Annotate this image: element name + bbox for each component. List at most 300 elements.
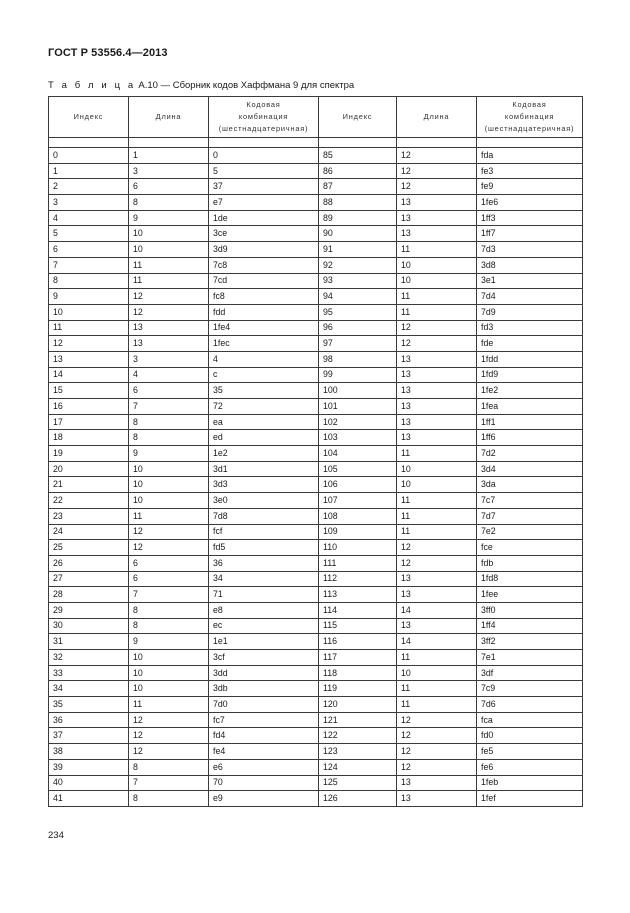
table-caption-id: А.10 [138,80,158,91]
table-cell: 1 [49,163,129,179]
table-cell: 13 [397,414,477,430]
table-cell: 20 [49,461,129,477]
table-cell: 1fe6 [477,195,583,211]
table-cell: 41 [49,791,129,807]
table-cell: 7 [129,399,209,415]
table-cell: 10 [129,681,209,697]
table-cell: 12 [397,336,477,352]
table-cell: 10 [397,273,477,289]
table-cell: 109 [319,524,397,540]
table-cell: 5 [209,163,319,179]
table-row [49,744,583,760]
table-cell: 104 [319,446,397,462]
table-cell: 9 [129,446,209,462]
table-cell: 6 [49,242,129,258]
table-cell: 102 [319,414,397,430]
table-cell: e7 [209,195,319,211]
table-cell: 40 [49,775,129,791]
table-caption-text: — Сборник кодов Хаффмана 9 для спектра [160,80,355,91]
table-cell: 1e2 [209,446,319,462]
table-cell: 11 [397,697,477,713]
table-cell: 4 [129,367,209,383]
table-row [49,273,583,289]
table-cell: fde [477,336,583,352]
table-cell: 13 [49,351,129,367]
table-cell: 123 [319,744,397,760]
table-cell: fd5 [209,540,319,556]
table-cell: 117 [319,650,397,666]
table-cell: 98 [319,351,397,367]
table-row [49,461,583,477]
table-row [49,697,583,713]
table-row [49,759,583,775]
table-cell: 12 [129,289,209,305]
table-cell: fe4 [209,744,319,760]
table-cell: 7d6 [477,697,583,713]
table-cell: 11 [397,681,477,697]
huffman-codebook-table [48,96,583,807]
table-cell: fe9 [477,179,583,195]
column-header: Индекс [319,97,397,138]
table-cell: fe5 [477,744,583,760]
table-cell: 31 [49,634,129,650]
table-cell: 93 [319,273,397,289]
table-row [49,257,583,273]
table-cell: 13 [129,320,209,336]
table-cell: 12 [397,179,477,195]
table-cell: 88 [319,195,397,211]
table-cell: 8 [129,195,209,211]
table-row [49,540,583,556]
column-header: Кодовая комбинация (шестнадцатеричная) [477,97,583,138]
table-row [49,367,583,383]
table-body [49,138,583,807]
table-cell: fe3 [477,163,583,179]
table-cell: 19 [49,446,129,462]
table-cell: 10 [129,226,209,242]
table-cell: 119 [319,681,397,697]
table-cell: 25 [49,540,129,556]
table-cell: 125 [319,775,397,791]
table-cell: 13 [397,618,477,634]
column-header: Длина [129,97,209,138]
table-cell: e9 [209,791,319,807]
table-cell: 13 [129,336,209,352]
table-header-row [49,97,583,138]
table-cell: fce [477,540,583,556]
table-row [49,524,583,540]
table-cell: 10 [49,304,129,320]
table-cell: 13 [397,587,477,603]
table-cell: 10 [397,461,477,477]
table-cell: 1fdd [477,351,583,367]
table-cell: 11 [397,242,477,258]
table-cell: 1ff7 [477,226,583,242]
table-cell: 12 [129,744,209,760]
table-row [49,555,583,571]
table-row [49,618,583,634]
column-header: Длина [397,97,477,138]
table-cell: 11 [129,697,209,713]
table-cell: 7 [49,257,129,273]
table-row [49,336,583,352]
table-cell: 3da [477,477,583,493]
table-cell: 8 [49,273,129,289]
table-cell: 8 [129,618,209,634]
table-cell: 7d8 [209,508,319,524]
table-cell: 13 [397,571,477,587]
table-cell: 1fef [477,791,583,807]
table-cell: 11 [397,289,477,305]
table-row [49,320,583,336]
table-cell: 11 [129,257,209,273]
table-row [49,148,583,164]
table-cell: 99 [319,367,397,383]
table-cell: 101 [319,399,397,415]
table-cell: 7e2 [477,524,583,540]
table-cell: 89 [319,210,397,226]
table-caption [48,80,354,91]
column-header: Индекс [49,97,129,138]
table-cell: 12 [397,320,477,336]
table-cell: 12 [397,728,477,744]
table-cell: 13 [397,351,477,367]
table-cell: 3d9 [209,242,319,258]
table-cell: 107 [319,493,397,509]
table-cell: 110 [319,540,397,556]
table-cell: 10 [129,650,209,666]
table-cell: 3ff0 [477,602,583,618]
table-cell: 105 [319,461,397,477]
table-cell: 92 [319,257,397,273]
table-cell: 114 [319,602,397,618]
table-cell: fda [477,148,583,164]
table-cell: 10 [129,493,209,509]
table-cell: 7d2 [477,446,583,462]
table-cell: fdd [209,304,319,320]
table-cell: 33 [49,665,129,681]
table-cell: 6 [129,555,209,571]
table-cell: fca [477,712,583,728]
table-cell: 13 [397,430,477,446]
table-cell: 124 [319,759,397,775]
table-cell: 126 [319,791,397,807]
table-cell: 1fe4 [209,320,319,336]
table-cell: 39 [49,759,129,775]
table-cell: 11 [129,508,209,524]
table-row [49,477,583,493]
table-cell: 94 [319,289,397,305]
column-header: Кодовая комбинация (шестнадцатеричная) [209,97,319,138]
table-row [49,665,583,681]
table-cell: fe6 [477,759,583,775]
table-row [49,446,583,462]
table-cell: 1ff3 [477,210,583,226]
table-cell: 12 [397,744,477,760]
table-row [49,650,583,666]
table-cell: 13 [397,399,477,415]
table-cell: 12 [129,304,209,320]
table-cell: 7e1 [477,650,583,666]
table-cell: 7 [129,587,209,603]
table-cell: 12 [129,712,209,728]
table-cell: 1de [209,210,319,226]
table-row [49,383,583,399]
table-row [49,289,583,305]
table-cell: 1e1 [209,634,319,650]
table-row [49,304,583,320]
table-row [49,226,583,242]
table-cell: 7d0 [209,697,319,713]
table-cell: 103 [319,430,397,446]
table-cell: 1fea [477,399,583,415]
table-cell: 11 [129,273,209,289]
table-cell: 36 [49,712,129,728]
table-row [49,728,583,744]
table-cell: fcf [209,524,319,540]
table-cell: 87 [319,179,397,195]
table-cell: fd3 [477,320,583,336]
table-caption-label: Т а б л и ц а [48,80,136,91]
table-cell: 115 [319,618,397,634]
table-cell: 7d7 [477,508,583,524]
table-cell: e6 [209,759,319,775]
table-row [49,430,583,446]
table-cell: 3ce [209,226,319,242]
table-cell: 14 [49,367,129,383]
table-cell: 7 [129,775,209,791]
table-cell: 12 [129,540,209,556]
table-cell: 12 [397,148,477,164]
table-cell: 12 [397,163,477,179]
table-cell: 13 [397,226,477,242]
table-row [49,414,583,430]
table-cell: 118 [319,665,397,681]
table-row [49,712,583,728]
table-cell: 37 [209,179,319,195]
table-cell: 3d1 [209,461,319,477]
table-cell: 34 [209,571,319,587]
table-cell: 7d3 [477,242,583,258]
table-cell: 3df [477,665,583,681]
table-cell: 15 [49,383,129,399]
table-cell: 3ff2 [477,634,583,650]
table-cell: 12 [129,524,209,540]
table-cell: 3d4 [477,461,583,477]
table-cell: 27 [49,571,129,587]
table-cell: 108 [319,508,397,524]
table-cell: 7d9 [477,304,583,320]
table-cell: 122 [319,728,397,744]
table-cell: 0 [49,148,129,164]
table-cell: 23 [49,508,129,524]
table-cell: 1ff4 [477,618,583,634]
table-cell: 1ff6 [477,430,583,446]
table-cell: 28 [49,587,129,603]
table-cell: e8 [209,602,319,618]
table-cell: 32 [49,650,129,666]
table-cell: 4 [209,351,319,367]
table-cell: 0 [209,148,319,164]
table-cell: 13 [397,791,477,807]
table-row [49,681,583,697]
table-cell: 26 [49,555,129,571]
table-cell: 13 [397,775,477,791]
table-cell: 10 [129,477,209,493]
table-cell: 11 [397,524,477,540]
table-cell: 72 [209,399,319,415]
table-cell: 90 [319,226,397,242]
table-cell: 1fe2 [477,383,583,399]
table-cell: 1 [129,148,209,164]
table-cell: 85 [319,148,397,164]
table-cell: 7c8 [209,257,319,273]
table-cell: 11 [397,508,477,524]
table-cell: 7c9 [477,681,583,697]
table-row [49,399,583,415]
table-row [49,351,583,367]
table-row [49,634,583,650]
table-cell: ed [209,430,319,446]
table-cell: 10 [129,665,209,681]
table-cell: 29 [49,602,129,618]
table-row [49,571,583,587]
table-cell: 1fee [477,587,583,603]
table-cell: 111 [319,555,397,571]
table-cell: 13 [397,210,477,226]
table-cell: 3e1 [477,273,583,289]
table-cell: 10 [397,477,477,493]
table-cell: 3 [129,351,209,367]
table-cell: ea [209,414,319,430]
table-cell: 113 [319,587,397,603]
table-cell: c [209,367,319,383]
table-cell: 86 [319,163,397,179]
table-cell: 36 [209,555,319,571]
table-cell: 1feb [477,775,583,791]
table-cell: 9 [129,210,209,226]
table-cell: 34 [49,681,129,697]
table-row [49,179,583,195]
table-cell: 1fec [209,336,319,352]
table-cell: 2 [49,179,129,195]
table-row [49,791,583,807]
table-row [49,242,583,258]
table-cell: 8 [129,414,209,430]
table-cell: 10 [129,461,209,477]
table-cell: 106 [319,477,397,493]
table-cell: 24 [49,524,129,540]
table-row [49,210,583,226]
table-cell: 16 [49,399,129,415]
table-cell: 3 [49,195,129,211]
table-cell: 13 [397,383,477,399]
table-cell: 9 [49,289,129,305]
table-cell: 10 [129,242,209,258]
table-cell: 22 [49,493,129,509]
table-cell: 3 [129,163,209,179]
table-cell: 1fd8 [477,571,583,587]
table-cell: 6 [129,383,209,399]
table-cell: 12 [397,555,477,571]
table-cell: 35 [209,383,319,399]
table-cell: 14 [397,634,477,650]
page-number: 234 [48,830,64,841]
table-cell: 121 [319,712,397,728]
table-cell: 8 [129,791,209,807]
table-cell: 7cd [209,273,319,289]
table-cell: 13 [397,195,477,211]
table-cell: 6 [129,179,209,195]
table-cell: 3d3 [209,477,319,493]
table-cell: 7d4 [477,289,583,305]
table-cell: 7c7 [477,493,583,509]
table-spacer-row [49,138,583,148]
table-cell: fc8 [209,289,319,305]
table-cell: 9 [129,634,209,650]
table-row [49,775,583,791]
table-cell: 10 [397,665,477,681]
table-cell: 71 [209,587,319,603]
table-cell: fc7 [209,712,319,728]
table-cell: 8 [129,430,209,446]
table-cell: 37 [49,728,129,744]
table-cell: 11 [397,650,477,666]
table-cell: 12 [49,336,129,352]
table-cell: 8 [129,602,209,618]
table-row [49,587,583,603]
table-cell: 8 [129,759,209,775]
table-cell: 18 [49,430,129,446]
table-cell: 100 [319,383,397,399]
table-cell: 1ff1 [477,414,583,430]
table-cell: 11 [397,446,477,462]
table-cell: 116 [319,634,397,650]
table-cell: 112 [319,571,397,587]
table-cell: ec [209,618,319,634]
table-cell: 11 [397,493,477,509]
table-cell: 10 [397,257,477,273]
table-cell: 3db [209,681,319,697]
table-cell: 3cf [209,650,319,666]
table-cell: 6 [129,571,209,587]
table-cell: 21 [49,477,129,493]
table-cell: 120 [319,697,397,713]
table-cell: 70 [209,775,319,791]
table-cell: 3d8 [477,257,583,273]
table-cell: 97 [319,336,397,352]
table-cell: 17 [49,414,129,430]
table-cell: 11 [397,304,477,320]
table-cell: 12 [397,712,477,728]
table-cell: 35 [49,697,129,713]
table-cell: 30 [49,618,129,634]
table-cell: fdb [477,555,583,571]
table-cell: 14 [397,602,477,618]
table-cell: 5 [49,226,129,242]
table-cell: 4 [49,210,129,226]
table-cell: 13 [397,367,477,383]
table-row [49,195,583,211]
table-cell: 12 [129,728,209,744]
table-row [49,163,583,179]
table-cell: fd0 [477,728,583,744]
table-row [49,493,583,509]
table-cell: fd4 [209,728,319,744]
table-cell: 12 [397,540,477,556]
table-cell: 3e0 [209,493,319,509]
document-header: ГОСТ Р 53556.4—2013 [48,47,168,59]
